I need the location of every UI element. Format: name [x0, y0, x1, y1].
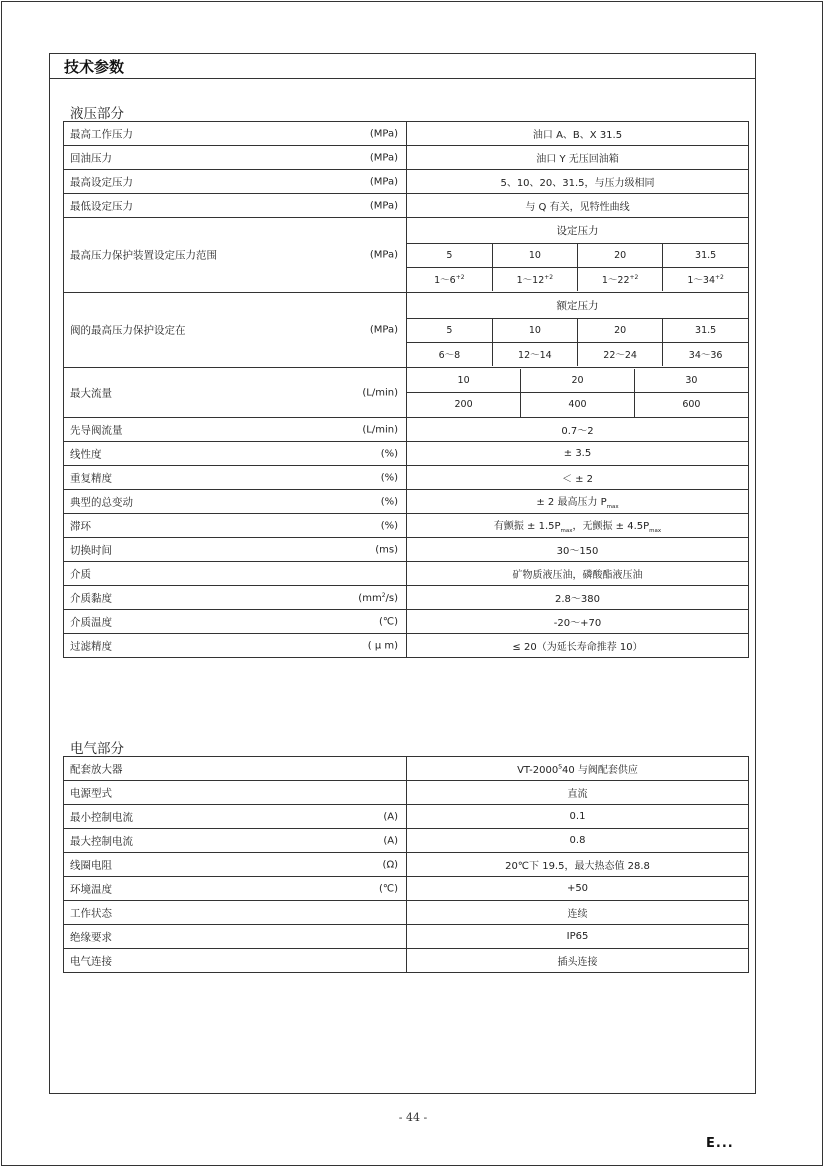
table-row — [64, 218, 749, 293]
param-value: IP65 — [407, 925, 749, 949]
table-row — [64, 368, 749, 418]
table-row — [64, 634, 749, 658]
level-cell: 10 — [492, 243, 577, 267]
param-label: 阀的最高压力保护设定在 — [70, 324, 186, 337]
param-value: ± 3.5 — [407, 442, 749, 466]
table-row — [64, 466, 749, 490]
param-label: 最低设定压力 — [70, 200, 133, 212]
flow-cell: 30 — [634, 369, 748, 393]
table-row — [64, 538, 749, 562]
param-value: 有颤振 ± $1.5P_{max}$，无颤振 ± $4.5P_{max}$ — [407, 514, 749, 538]
table-row — [64, 949, 749, 973]
table-row — [64, 418, 749, 442]
table-row — [64, 925, 749, 949]
param-label: 介质黏度 — [70, 592, 112, 604]
param-unit: (L/min) — [362, 387, 398, 398]
param-label: 回油压力 — [70, 152, 112, 164]
hydraulic-section-title: 液压部分 — [70, 106, 124, 122]
param-unit: (A) — [383, 811, 398, 822]
param-value: 20℃下 19.5，最大热态值 28.8 — [407, 853, 749, 877]
table-row — [64, 877, 749, 901]
param-unit: (℃) — [378, 883, 398, 894]
range-cell: $1\sim 34^{+2}$ — [687, 274, 724, 287]
param-unit: (MPa) — [369, 128, 398, 139]
range-cell: $1\sim 22^{+2}$ — [578, 267, 663, 291]
level-cell: 20 — [578, 243, 663, 267]
param-unit: (%) — [380, 448, 398, 459]
flow-cell: 10 — [407, 369, 521, 393]
param-label: 配套放大器 — [70, 763, 123, 775]
param-value: ＜ ± 2 — [407, 466, 749, 490]
range-cell: $1\sim 12^{+2}$ — [492, 267, 577, 291]
param-unit: $(mm^2/s)$ — [358, 591, 398, 604]
brand-mark: E... — [706, 1136, 734, 1151]
param-label: 重复精度 — [70, 472, 112, 484]
param-value: 油口 Y 无压回油箱 — [407, 146, 749, 170]
table-row — [64, 146, 749, 170]
table-row — [64, 514, 749, 538]
param-value: 0.7～2 — [407, 418, 749, 442]
param-unit: (ms) — [375, 544, 398, 555]
param-unit: (Ω) — [382, 859, 398, 870]
param-label: 切换时间 — [70, 544, 112, 556]
level-cell: 10 — [492, 318, 577, 342]
table-row — [64, 194, 749, 218]
flow-cell: 600 — [682, 399, 701, 411]
param-value: 插头连接 — [407, 949, 749, 973]
level-cell: 31.5 — [663, 318, 748, 342]
param-value: +50 — [407, 877, 749, 901]
param-unit: (MPa) — [369, 249, 398, 261]
param-value: ± 2 最高压力 $P_{max}$ — [407, 490, 749, 514]
param-value: 0.8 — [407, 829, 749, 853]
table-row — [64, 781, 749, 805]
setting-cell: 22～24 — [578, 342, 663, 366]
param-value: 连续 — [407, 901, 749, 925]
param-unit: ( μ m) — [367, 640, 398, 651]
param-unit: (A) — [383, 835, 398, 846]
electrical-section-title: 电气部分 — [70, 741, 124, 757]
level-cell: 5 — [407, 318, 492, 342]
param-value: 矿物质液压油，磷酸酯液压油 — [407, 562, 749, 586]
title-bar — [50, 54, 755, 79]
table-row — [64, 901, 749, 925]
table-row — [64, 757, 749, 781]
param-value: -20～+70 — [407, 610, 749, 634]
flow-cell: 400 — [521, 393, 635, 417]
param-label: 先导阀流量 — [70, 424, 123, 436]
param-unit: (MPa) — [369, 200, 398, 211]
page-number: - 44 - — [398, 1111, 428, 1124]
table-row — [64, 442, 749, 466]
param-value: 30～150 — [407, 538, 749, 562]
param-label: 最大流量 — [70, 387, 112, 399]
param-unit: (MPa) — [369, 152, 398, 163]
valve-protection-subtable — [407, 294, 748, 366]
table-row — [64, 805, 749, 829]
param-label: 绝缘要求 — [70, 931, 112, 943]
table-row — [64, 122, 749, 146]
level-cell: 31.5 — [663, 243, 748, 267]
param-value: 油口 A、B、X 31.5 — [407, 122, 749, 146]
param-value: 与 Q 有关，见特性曲线 — [407, 194, 749, 218]
param-value: 0.1 — [407, 805, 749, 829]
table-row — [64, 293, 749, 368]
param-value: 直流 — [407, 781, 749, 805]
param-value: $VT-2000^S40$ 与阀配套供应 — [407, 757, 749, 781]
page-heading: 技术参数 — [64, 58, 125, 76]
param-unit: (℃) — [378, 616, 398, 627]
table-row — [64, 586, 749, 610]
level-cell: 20 — [578, 318, 663, 342]
param-label: 过滤精度 — [70, 640, 112, 652]
param-label: 环境温度 — [70, 883, 112, 895]
param-unit: (%) — [380, 496, 398, 507]
param-label: 最小控制电流 — [70, 811, 133, 823]
param-value: ≤ 20（为延长寿命推荐 10） — [407, 634, 749, 658]
level-cell: 5 — [407, 243, 492, 267]
param-label: 线圈电阻 — [70, 859, 112, 871]
param-unit: (L/min) — [362, 424, 398, 435]
param-label: 最高工作压力 — [70, 128, 133, 140]
table-row — [64, 562, 749, 586]
table-row — [64, 829, 749, 853]
param-unit: (MPa) — [369, 176, 398, 187]
param-label: 工作状态 — [70, 907, 112, 919]
setting-cell: 34～36 — [688, 350, 723, 362]
table-row — [64, 170, 749, 194]
param-label: 最高压力保护装置设定压力范围 — [70, 249, 217, 262]
param-unit: (%) — [380, 472, 398, 483]
param-label: 介质温度 — [70, 616, 112, 628]
param-unit: (MPa) — [369, 324, 398, 336]
param-label: 线性度 — [70, 448, 102, 460]
param-value: 5、10、20、31.5，与压力级相同 — [407, 170, 749, 194]
electrical-spec-table — [63, 756, 749, 973]
table-row — [64, 610, 749, 634]
setting-cell: 12～14 — [492, 342, 577, 366]
flow-cell: 200 — [407, 393, 521, 417]
param-label: 电源型式 — [70, 787, 112, 799]
setting-cell: 6～8 — [407, 342, 492, 366]
param-label: 滞环 — [70, 520, 91, 532]
param-value: 2.8～380 — [407, 586, 749, 610]
param-label: 介质 — [70, 568, 91, 580]
table-row — [64, 490, 749, 514]
param-label: 最高设定压力 — [70, 176, 133, 188]
param-label: 典型的总变动 — [70, 496, 133, 508]
max-flow-subtable — [407, 369, 748, 417]
flow-cell: 20 — [521, 369, 635, 393]
param-label: 电气连接 — [70, 955, 112, 967]
hydraulic-spec-table — [63, 121, 749, 658]
param-unit: (%) — [380, 520, 398, 531]
subtable-header: 设定压力 — [407, 219, 748, 243]
param-label: 最大控制电流 — [70, 835, 133, 847]
table-row — [64, 853, 749, 877]
protection-range-subtable — [407, 219, 748, 291]
subtable-header: 额定压力 — [407, 294, 748, 318]
range-cell: $1\sim 6^{+2}$ — [407, 267, 492, 291]
